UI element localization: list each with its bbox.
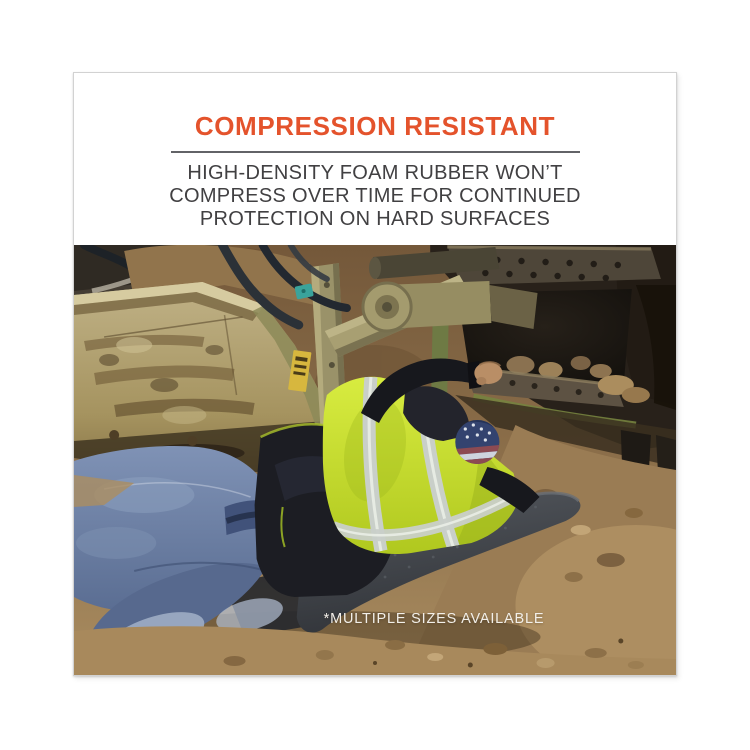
subtitle-line-1: HIGH-DENSITY FOAM RUBBER WON’T [187,162,563,184]
divider-line [171,151,580,153]
card-header [74,73,676,245]
subtitle [95,162,655,232]
headline: COMPRESSION RESISTANT [194,111,556,141]
photo-region [74,245,676,675]
product-info-card [73,72,677,676]
subtitle-line-3: PROTECTION ON HARD SURFACES [199,208,551,231]
subtitle-line-2: COMPRESS OVER TIME FOR CONTINUED [169,185,581,208]
photo-caption: *MULTIPLE SIZES AVAILABLE [323,611,545,627]
